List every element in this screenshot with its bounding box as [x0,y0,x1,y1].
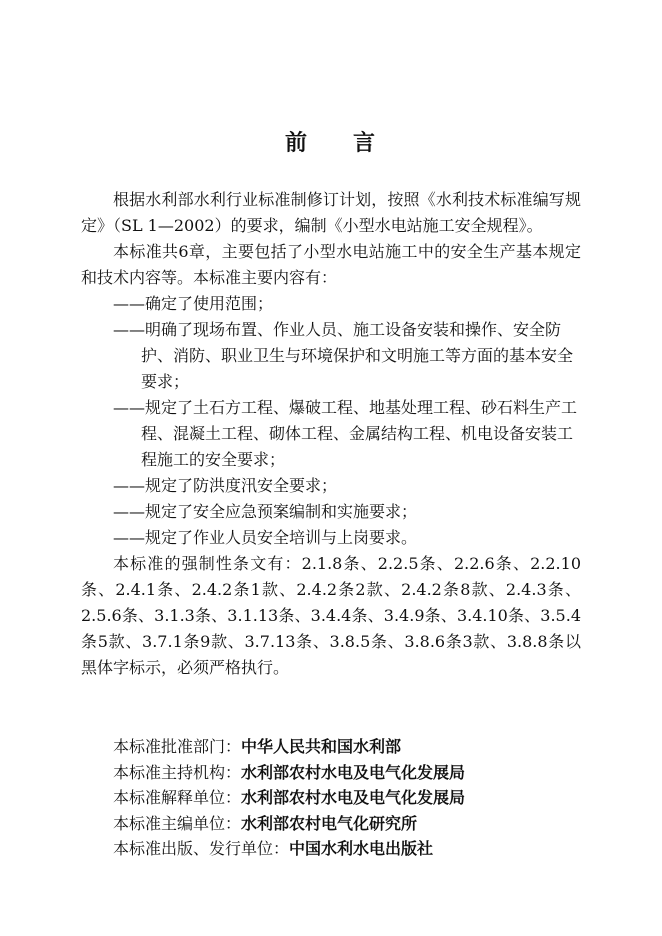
meta-value: 水利部农村水电及电气化发展局 [241,762,466,782]
meta-row-approval [113,734,465,760]
meta-value: 中国水利水电出版社 [289,839,434,858]
meta-label: 本标准解释单位： [113,788,242,807]
content-item: ——规定了安全应急预案编制和实施要求； [113,502,418,521]
publication-info [113,734,465,862]
content-item: ——确定了使用范围； [113,294,274,313]
meta-value: 中华人民共和国水利部 [241,737,402,756]
meta-value: 水利部农村水电及电气化发展局 [241,788,466,807]
meta-value: 水利部农村电气化研究所 [241,813,418,833]
meta-row-host [113,760,465,786]
intro-paragraph: 根据水利部水利行业标准制修订计划，按照《水利技术标准编写规定》（SL 1—2002）的要求，编制《小型水电站施工安全规程》。 [81,190,581,235]
page-title-char-2: 言 [353,131,378,156]
meta-label: 本标准主编单位： [113,813,242,833]
mandatory-clauses-paragraph: 本标准的强制性条文有：2.1.8条、2.2.5条、2.2.6条、2.2.10条、2.4.1条、2.4.2条1款、2.4.2条2款、2.4.2条8款、2.4.3条、2.5.6条、3.1.3条、3.1.13条、3.4.4条、3.4.9条、3.4.10条、3.5.4条5款、3.7.1条9款、3.7.13条、3.8.5条、3.8.6条3款、3.8.8条以黑体字标示，必须严格执行。 [81,554,581,677]
meta-row-interpretation [113,785,465,811]
page-title [0,126,662,157]
meta-label: 本标准主持机构： [113,762,242,782]
content-item: ——规定了防洪度汛安全要求； [113,476,338,495]
preface-body [81,187,581,681]
summary-paragraph: 本标准共6章，主要包括了小型水电站施工中的安全生产基本规定和技术内容等。本标准主要内容有： [81,242,581,287]
content-item: ——规定了作业人员安全培训与上岗要求。 [113,528,418,547]
meta-row-editor [113,811,465,837]
content-item: ——明确了现场布置、作业人员、施工设备安装和操作、安全防护、消防、职业卫生与环境保护和文明施工等方面的基本安全要求； [113,320,574,391]
page-title-char-1: 前 [284,131,309,156]
content-item: ——规定了土石方工程、爆破工程、地基处理工程、砂石料生产工程、混凝土工程、砌体工程、金属结构工程、机电设备安装工程施工的安全要求； [113,398,578,469]
meta-label: 本标准出版、发行单位： [113,839,290,858]
meta-label: 本标准批准部门： [113,737,242,756]
meta-row-publisher [113,836,465,862]
